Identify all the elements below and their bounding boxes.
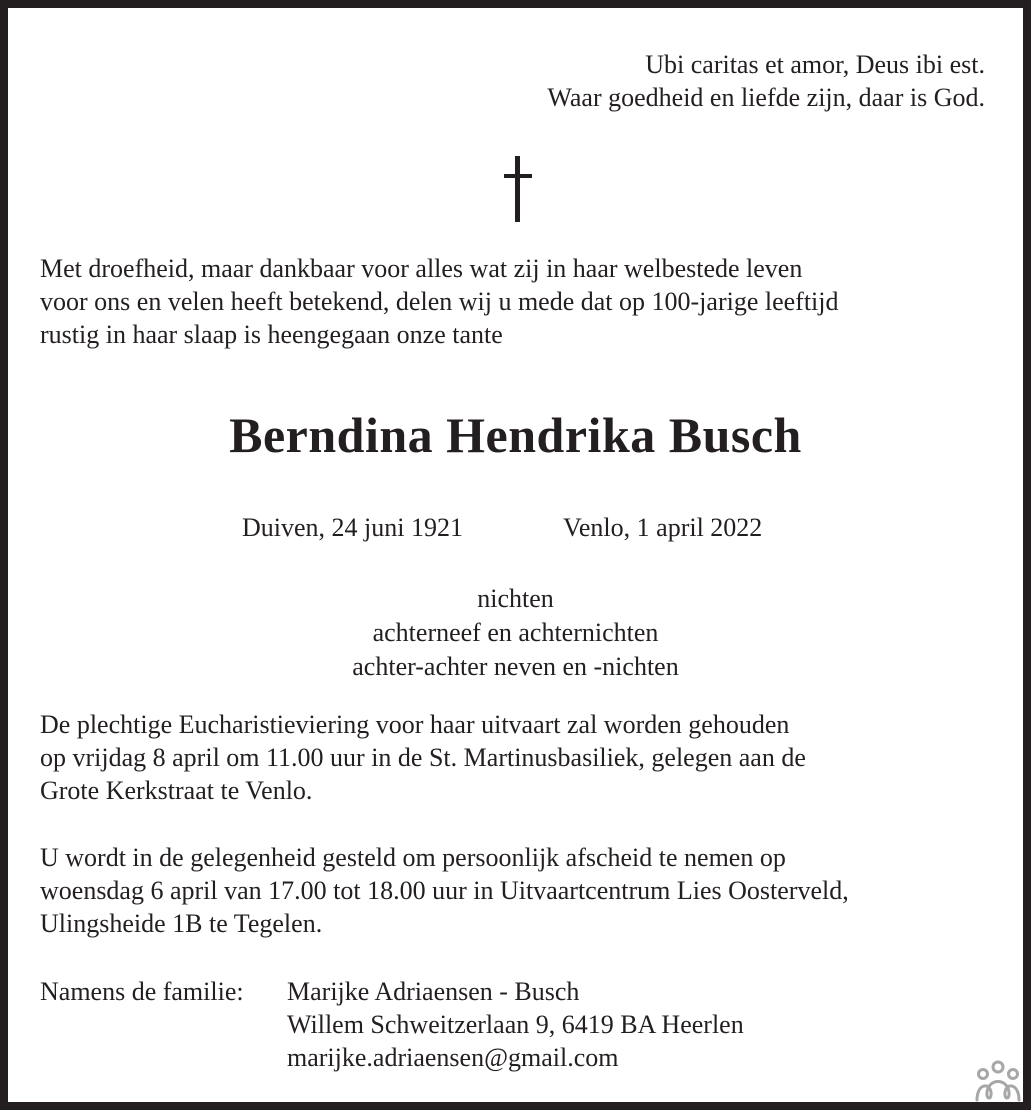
text-line: Ulingsheide 1B te Tegelen. bbox=[40, 909, 323, 938]
text-line: op vrijdag 8 april om 11.00 uur in de St. Martinusbasiliek, gelegen aan de bbox=[40, 743, 806, 772]
intro-paragraph bbox=[40, 252, 839, 351]
death-info: Venlo, 1 april 2022 bbox=[563, 513, 763, 542]
relatives bbox=[8, 582, 1023, 684]
contact-address: Willem Schweitzerlaan 9, 6419 BA Heerlen bbox=[287, 1010, 744, 1039]
text-line: voor ons en velen heeft betekend, delen wij u mede dat op 100-jarige leeftijd bbox=[40, 287, 839, 316]
text-line: Met droefheid, maar dankbaar voor alles wat zij in haar welbestede leven bbox=[40, 254, 803, 283]
motto bbox=[547, 48, 985, 114]
obituary-card bbox=[8, 8, 1023, 1102]
relative-line: nichten bbox=[477, 584, 554, 613]
relative-line: achterneef en achternichten bbox=[372, 618, 659, 647]
family-contact bbox=[287, 975, 744, 1074]
family-label: Namens de familie: bbox=[40, 977, 244, 1006]
deceased-name: Berndina Hendrika Busch bbox=[229, 407, 802, 463]
text-line: woensdag 6 april van 17.00 tot 18.00 uur in Uitvaartcentrum Lies Oosterveld, bbox=[40, 876, 849, 905]
text-line: rustig in haar slaap is heengegaan onze tante bbox=[40, 320, 503, 349]
birth-info: Duiven, 24 juni 1921 bbox=[242, 513, 463, 542]
text-line: Grote Kerkstraat te Venlo. bbox=[40, 776, 313, 805]
relative-line: achter-achter neven en -nichten bbox=[352, 652, 679, 681]
cross-icon bbox=[504, 156, 532, 222]
motto-line: Waar goedheid en liefde zijn, daar is God. bbox=[547, 83, 985, 112]
contact-name: Marijke Adriaensen - Busch bbox=[287, 977, 580, 1006]
text-line: De plechtige Eucharistieviering voor haar uitvaart zal worden gehouden bbox=[40, 710, 790, 739]
people-group-icon bbox=[974, 1060, 1022, 1104]
contact-email: marijke.adriaensen@gmail.com bbox=[287, 1043, 619, 1072]
farewell-paragraph bbox=[40, 841, 849, 940]
motto-line: Ubi caritas et amor, Deus ibi est. bbox=[645, 50, 985, 79]
service-paragraph bbox=[40, 708, 806, 807]
text-line: U wordt in de gelegenheid gesteld om persoonlijk afscheid te nemen op bbox=[40, 843, 786, 872]
